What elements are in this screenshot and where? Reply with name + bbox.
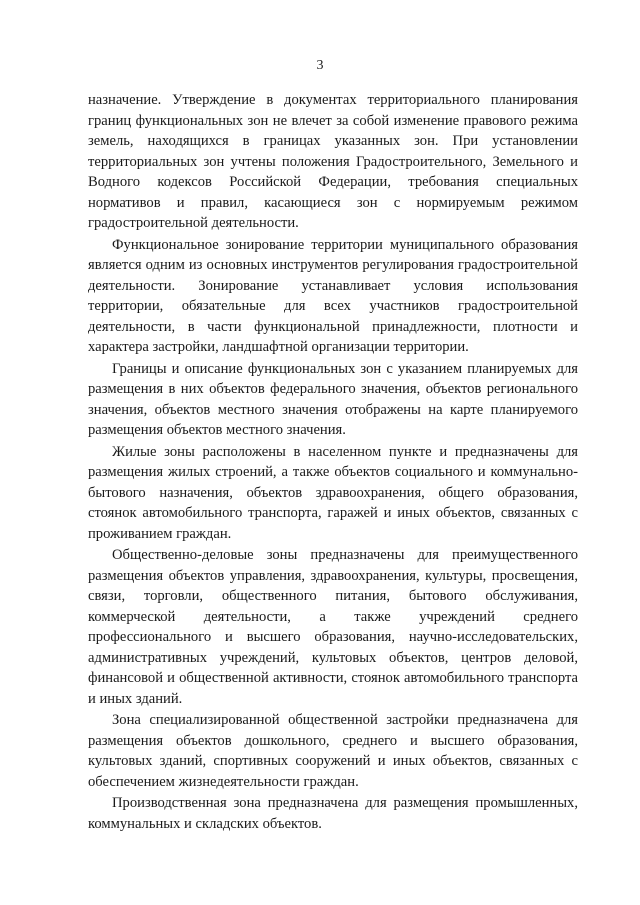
paragraph-zone-boundaries: Границы и описание функциональных зон с указанием планируемых для размещения в них объектов федерального значения, объектов регионального значения, объектов местного значения отображены на карте планируемого размещения объектов местного значения.	[88, 360, 578, 438]
paragraph-functional-zoning: Функциональное зонирование территории муниципального образования является одним из основных инструментов регулирования градостроительной деятельности. Зонирование устанавливает условия использования территории, обязательные для всех участников градостроительной деятельности, в части функциональной принадлежности, плотности и характера застройки, ландшафтной организации территории.	[88, 236, 578, 355]
paragraph-continuation: назначение. Утверждение в документах территориального планирования границ функциональных зон не влечет за собой изменение правового режима земель, находящихся в границах указанных зон. При установлении территориальных зон учтены положения Градостроительного, Земельного и Водного кодексов Российской Федерации, требования специальных нормативов и правил, касающиеся зон с нормируемым режимом градостроительной деятельности.	[88, 92, 578, 231]
page-number: 3	[316, 58, 324, 73]
paragraph-specialized-zone: Зона специализированной общественной застройки предназначена для размещения объектов дошкольного, среднего и высшего образования, культовых зданий, спортивных сооружений и иных объектов, связанных с обеспечением жизнедеятельности граждан.	[88, 712, 578, 790]
document-body	[88, 90, 578, 835]
paragraph-industrial-zone: Производственная зона предназначена для размещения промышленных, коммунальных и складских объектов.	[88, 795, 578, 832]
paragraph-business-zones: Общественно-деловые зоны предназначены для преимущественного размещения объектов управления, здравоохранения, культуры, просвещения, связи, торговли, общественного питания, бытового обслуживания, коммерческой деятельности, а также учреждений среднего профессионального и высшего образования, научно-исследовательских, административных учреждений, культовых объектов, центров деловой, финансовой и общественной активности, стоянок автомобильного транспорта и иных зданий.	[88, 547, 578, 707]
paragraph-residential-zones: Жилые зоны расположены в населенном пункте и предназначены для размещения жилых строений, а также объектов социального и коммунально-бытового назначения, объектов здравоохранения, общего образования, стоянок автомобильного транспорта, гаражей и иных объектов, связанных с проживанием граждан.	[88, 443, 578, 542]
